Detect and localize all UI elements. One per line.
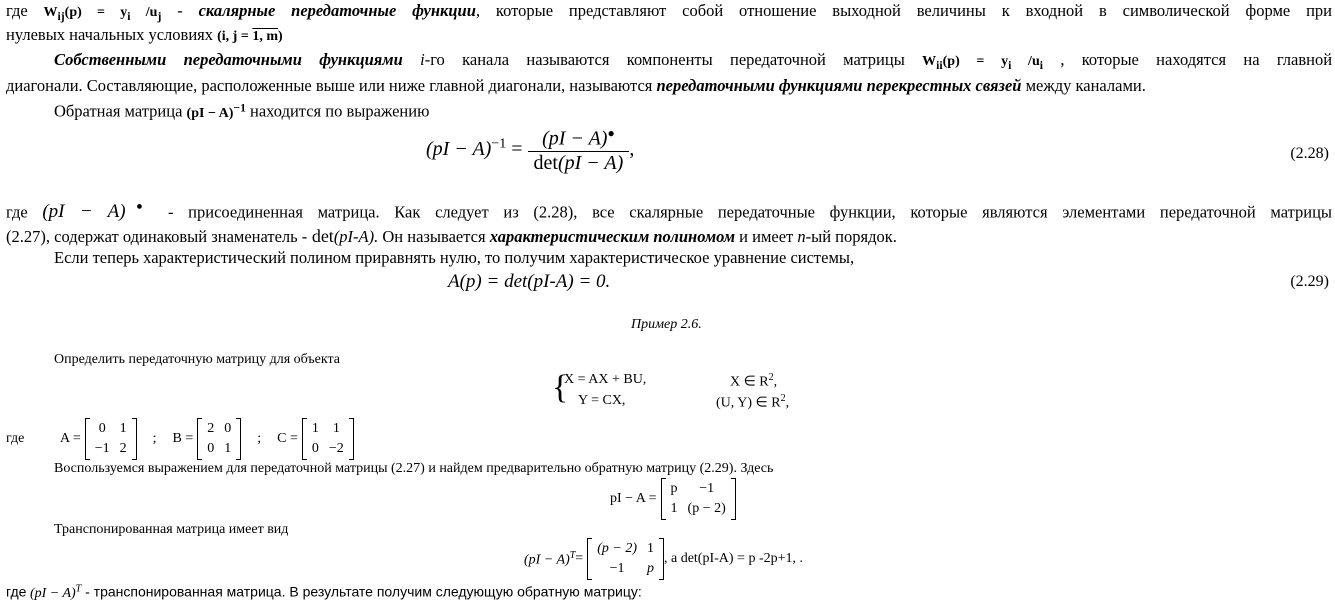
matrix-c-label: C =	[277, 431, 298, 446]
term-cross-transfer: передаточными функциями перекрестных связей	[656, 76, 1022, 95]
text: Обратная матрица	[54, 101, 183, 121]
text: нулевых начальных условиях	[6, 25, 213, 44]
system-dom-2: (U, Y) ∈ $R^2$,	[716, 393, 790, 411]
paragraph-line-7	[6, 226, 897, 247]
matrix-b: 2 0 0 1	[197, 418, 241, 460]
separator: ;	[152, 431, 157, 446]
example-text-1: Определить передаточную матрицу для объекта	[54, 352, 341, 367]
paragraph-line-3	[54, 50, 1332, 76]
paragraph-line-5	[54, 98, 429, 124]
text: , которые представляют собой отношение выходной величины к входной в символической форме при	[475, 1, 1332, 20]
paragraph-line-8: Если теперь характеристический полином приравнять нулю, то получим характеристическое уравнение системы,	[54, 248, 855, 267]
example-text-4	[6, 583, 642, 602]
matrix-c: 1 1 0 −2	[302, 418, 354, 460]
var-n: n	[797, 227, 806, 246]
matrices-abc	[60, 418, 354, 460]
text: где	[6, 1, 28, 20]
text-det: det	[307, 226, 334, 246]
formula-wij: $W_{ij}(p) = y_i$ $/u_j$	[43, 5, 162, 23]
equation-number-2-29: (2.29)	[1290, 273, 1329, 290]
system-eq-2: Y = CX,	[578, 393, 626, 408]
matrix-a: 0 1 −1 2	[85, 418, 137, 460]
equation-2-29: A(p) = det(pI-A) = 0.	[448, 271, 611, 292]
example-text-2: Воспользуемся выражением для передаточной матрицы (2.27) и найдем предварительно обратную матрицу (2.29). Здесь	[54, 461, 774, 476]
text: где	[6, 202, 28, 222]
text: где	[6, 583, 27, 600]
formula-adjoint: (pI − A)●	[42, 201, 154, 223]
matrix-transposed: (p − 2) 1 −1 p	[587, 538, 664, 580]
transposed-label: (pI − A)$^T$	[524, 549, 576, 568]
text: -	[177, 1, 199, 20]
paragraph-line-2	[6, 25, 283, 47]
equation-number-2-28: (2.28)	[1290, 145, 1329, 162]
example-text-3: Транспонированная матрица имеет вид	[54, 522, 289, 537]
det-expression: , a det(pI-A) = p -2p+1, .	[663, 551, 804, 566]
label-gde: где	[6, 431, 25, 446]
piA-label: pI − A =	[610, 491, 657, 506]
var-i: i	[420, 50, 425, 69]
text: диагонали. Составляющие, расположенные выше или ниже главной диагонали, называются	[6, 76, 653, 95]
formula-transposed: (pI − A)$^T$	[29, 583, 82, 601]
separator: ;	[257, 431, 262, 446]
text: - транспонированная матрица. В результате получим следующую обратную матрицу:	[81, 583, 642, 600]
paragraph-line-1	[6, 1, 1332, 27]
text: между каналами.	[1025, 76, 1146, 95]
formula-wii: $W_{ii}(p) = y_i$ $/u_i$	[922, 54, 1043, 72]
text: -го канала называются компоненты передаточной матрицы	[424, 50, 905, 69]
eq-sign: =	[575, 551, 584, 566]
paragraph-line-6	[6, 197, 1332, 222]
text: Он называется	[378, 227, 486, 246]
paragraph-line-4	[6, 76, 1146, 96]
system-dom-1: X ∈ $R^2$,	[730, 372, 778, 390]
term-characteristic-polynomial: характеристическим полиномом	[489, 227, 736, 246]
formula-inverse: (pI − A)$^{-1}$	[186, 101, 246, 121]
equation-2-28: (pI − A)$^{-1}$ = $\frac{(pI - A)^●}{\det(pI - A)}$ ,	[426, 126, 635, 174]
text: -ый порядок.	[805, 227, 897, 246]
term-own-transfer: Собственными передаточными функциями	[54, 50, 403, 69]
term-scalar-transfer: скалярные передаточные функции	[198, 1, 476, 20]
text: и имеет	[739, 227, 794, 246]
brace: {	[552, 369, 569, 406]
matrix-piA: p −1 1 (p − 2)	[661, 478, 736, 520]
matrix-a-label: A =	[60, 431, 81, 446]
text: (2.27), содержат одинаковый знаменатель -	[6, 227, 308, 246]
fraction: $\frac{(pI - A)^●}{\det(pI - A)}$	[528, 126, 630, 175]
piA-equation	[610, 478, 736, 520]
example-title: Пример 2.6.	[631, 317, 702, 332]
system-eq-1: X = AX + BU,	[564, 372, 647, 387]
matrix-b-label: B =	[172, 431, 194, 446]
text: находится по выражению	[250, 101, 430, 121]
text: - присоединенная матрица. Как следует из (2.28), все скалярные передаточные функции, которые являются элементами передаточной матрицы	[168, 202, 1333, 222]
transposed-equation	[524, 538, 803, 580]
formula-det: (pI-A).	[333, 227, 379, 246]
text: , которые находятся на главной	[1060, 50, 1333, 69]
formula-index-range: (i, j = 1, m)	[217, 29, 283, 44]
